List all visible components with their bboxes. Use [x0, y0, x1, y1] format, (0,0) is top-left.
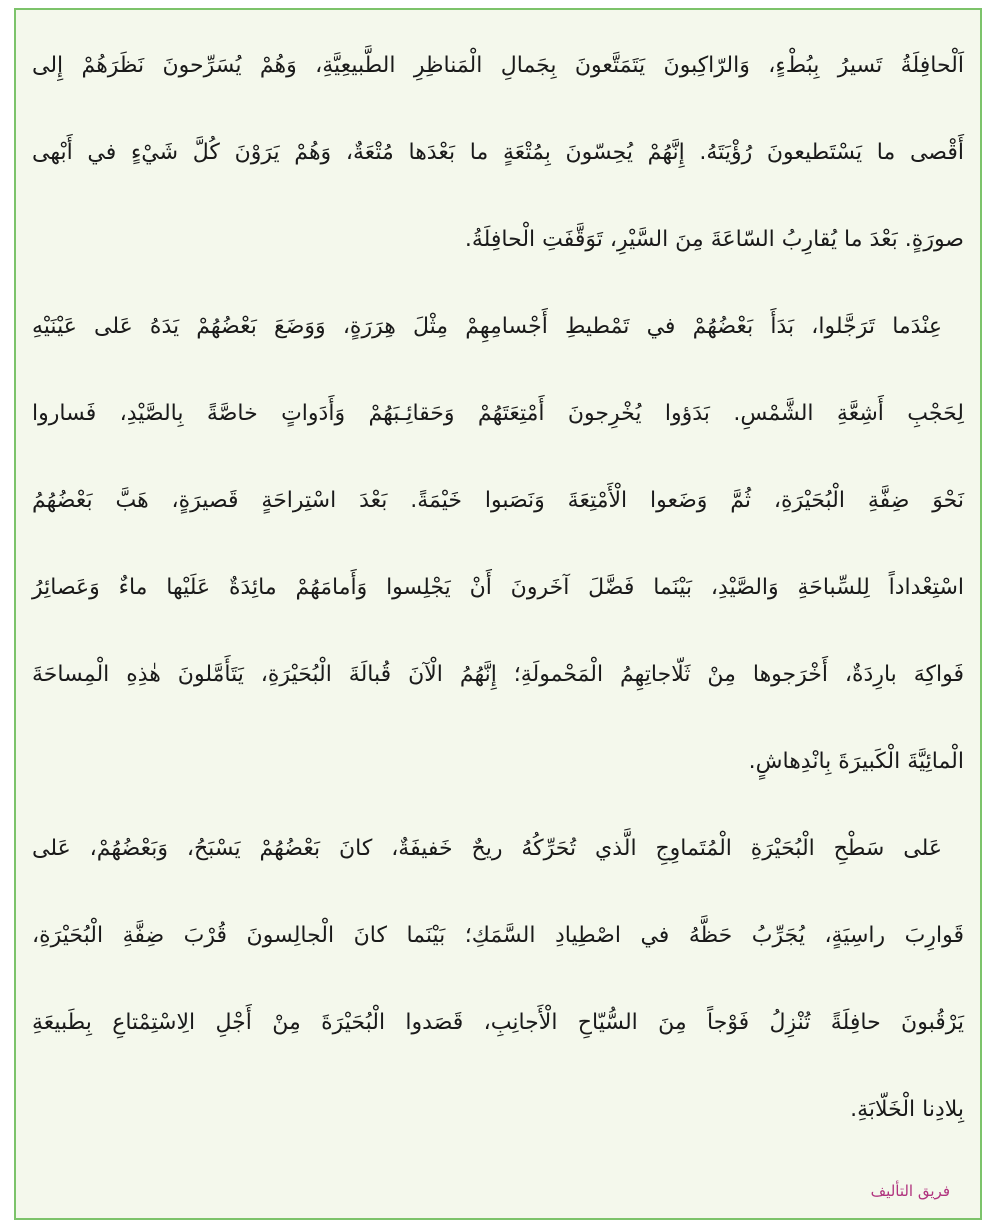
text-line: قَوارِبَ راسِيَةٍ، يُجَرِّبُ حَظَّهُ في اصْطِيادِ السَّمَكِ؛ بَيْنَما كانَ الْجالِسونَ قُرْبَ ضِفَّةِ الْبُحَيْرَةِ، — [32, 923, 964, 948]
text-line: عِنْدَما تَرَجَّلوا، بَدَأَ بَعْضُهُمْ في تَمْطيطِ أَجْسامِهِمْ مِثْلَ هِرَرَةٍ، وَوَضَعَ بَعْضُهُمْ يَدَهُ عَلى عَيْنَيْهِ — [32, 314, 942, 339]
text-line: اسْتِعْداداً لِلسِّباحَةِ وَالصَّيْدِ، بَيْنَما فَضَّلَ آخَرونَ أَنْ يَجْلِسوا وَأَمامَهُمْ مائِدَةٌ عَلَيْها ماءٌ وَعَصائِرُ — [32, 575, 964, 600]
text-line: فَواكِهَ بارِدَةٌ، أَخْرَجوها مِنْ ثَلّاجاتِهِمُ الْمَحْمولَةِ؛ إِنَّهُمُ الْآنَ قُبالَةَ الْبُحَيْرَةِ، يَتَأَمَّلونَ هٰذِهِ الْمِساحَةَ — [32, 662, 964, 687]
text-line: الْمائِيَّةَ الْكَبيرَةَ بِانْدِهاشٍ. — [748, 749, 964, 774]
text-line: نَحْوَ ضِفَّةِ الْبُحَيْرَةِ، ثُمَّ وَضَعوا الْأَمْتِعَةَ وَنَصَبوا خَيْمَةً. بَعْدَ اسْتِراحَةٍ قَصيرَةٍ، هَبَّ بَعْضُهُمُ — [32, 488, 964, 513]
text-line: لِحَجْبِ أَشِعَّةِ الشَّمْسِ. بَدَؤوا يُخْرِجونَ أَمْتِعَتَهُمْ وَحَقائِـبَهُمْ وَأَدَواتٍ خاصَّةً بِالصَّيْدِ، فَساروا — [32, 401, 964, 426]
author-credit: فريق التأليف — [870, 1182, 950, 1200]
text-line: أَقْصى ما يَسْتَطيعونَ رُؤْيَتَهُ. إِنَّهُمْ يُحِسّونَ بِمُتْعَةٍ ما بَعْدَها مُتْعَةٌ، وَهُمْ يَرَوْنَ كُلَّ شَيْءٍ في أَبْهى — [32, 140, 964, 165]
text-line: بِلادِنا الْخَلّابَةِ. — [850, 1097, 964, 1122]
text-page — [14, 8, 982, 1220]
text-line: عَلى سَطْحِ الْبُحَيْرَةِ الْمُتَماوِجِ الَّذي تُحَرِّكُهُ ريحٌ خَفيفَةٌ، كانَ بَعْضُهُمْ يَسْبَحُ، وَبَعْضُهُمْ، عَلى — [32, 836, 942, 861]
text-line: اَلْحافِلَةُ تَسيرُ بِبُطْءٍ، وَالرّاكِبونَ يَتَمَتَّعونَ بِجَمالِ الْمَناظِرِ الطَّبيعِيَّةِ، وَهُمْ يُسَرِّحونَ نَظَرَهُمْ إِلى — [32, 53, 964, 78]
text-line: صورَةٍ. بَعْدَ ما يُقارِبُ السّاعَةَ مِنَ السَّيْرِ، تَوَقَّفَتِ الْحافِلَةُ. — [464, 227, 964, 252]
passage-text — [32, 22, 964, 1153]
text-line: يَرْقُبونَ حافِلَةً تُنْزِلُ فَوْجاً مِنَ السُّيّاحِ الْأَجانِبِ، قَصَدوا الْبُحَيْرَةَ مِنْ أَجْلِ الِاسْتِمْتاعِ بِطَبيعَةِ — [32, 1010, 964, 1035]
